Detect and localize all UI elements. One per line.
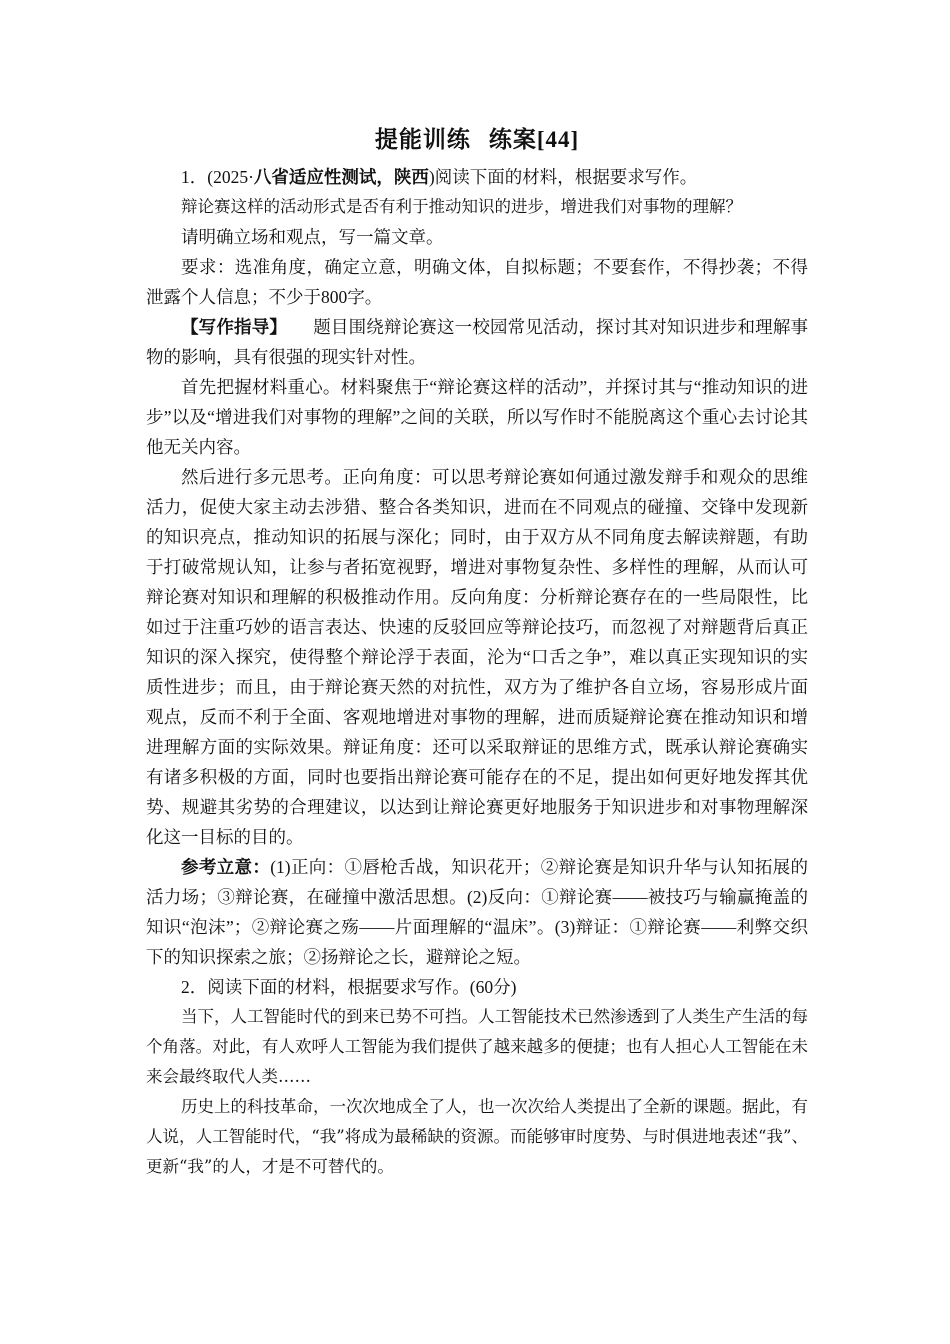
q2-prompt-text: 阅读下面的材料，根据要求写作。(60分) [207,977,517,997]
question-2 [146,972,808,1182]
q1-prompt-text: 阅读下面的材料，根据要求写作。 [434,167,698,187]
q1-source: 八省适应性测试，陕西 [253,167,429,187]
q1-source-open: (2025· [207,167,254,187]
guide-intro-text: 题目围绕辩论赛这一校园常见活动，探讨其对知识进步和理解事物的影响，具有很强的现实针对性。 [146,317,809,367]
reference-text: (1)正向：①唇枪舌战，知识花开；②辩论赛是知识升华与认知拓展的活力场；③辩论赛，在碰撞中激活思想。(2)反向：①辩论赛——被技巧与输赢掩盖的知识“泡沫”；②辩论赛之殇——片面理解的“温床”。(3)辩证：①辩论赛——利弊交织下的知识探索之旅；②扬辩论之长，避辩论之短。 [146,857,809,967]
page-title [146,120,808,160]
question-1 [146,162,808,972]
reference-label: 参考立意： [181,857,271,877]
document-page [146,120,808,1182]
q2-material-paragraph-2: 历史上的科技革命，一次次地成全了人，也一次次给人类提出了全新的课题。据此，有人说，人工智能时代，“我”将成为最稀缺的资源。而能够审时度势、与时俱进地表述“我”、更新“我”的人，才是不可替代的。 [146,1097,808,1176]
q1-prompt [146,162,808,192]
q1-instruction: 请明确立场和观点，写一篇文章。 [181,227,444,247]
q2-number: 2． [181,977,208,997]
q2-material-paragraph-1: 当下，人工智能时代的到来已势不可挡。人工智能技术已然渗透到了人类生产生活的每个角落。对此，有人欢呼人工智能为我们提供了越来越多的便捷；也有人担心人工智能在未来会最终取代人类…… [146,1007,808,1086]
q1-guide-paragraph-1: 首先把握材料重心。材料聚焦于“辩论赛这样的活动”，并探讨其与“推动知识的进步”以及“增进我们对事物的理解”之间的关联，所以写作时不能脱离这个重心去讨论其他无关内容。 [146,377,808,457]
q1-guide-intro [146,312,808,372]
q1-number: 1． [181,167,208,187]
q1-requirements: 要求：选准角度，确定立意，明确文体，自拟标题；不要套作，不得抄袭；不得泄露个人信息；不少于800字。 [146,257,808,307]
q1-reference [146,852,808,972]
title-sub: 练案[44] [488,127,580,152]
title-main: 提能训练 [374,127,471,152]
guide-label: 【写作指导】 [181,317,288,337]
q1-material: 辩论赛这样的活动形式是否有利于推动知识的进步，增进我们对事物的理解？ [181,197,742,216]
q1-guide-paragraph-2: 然后进行多元思考。正向角度：可以思考辩论赛如何通过激发辩手和观众的思维活力，促使大家主动去涉猎、整合各类知识，进而在不同观点的碰撞、交锋中发现新的知识亮点，推动知识的拓展与深化；同时，由于双方从不同角度去解读辩题，有助于打破常规认知，让参与者拓宽视野，增进对事物复杂性、多样性的理解，从而认可辩论赛对知识和理解的积极推动作用。反向角度：分析辩论赛存在的一些局限性，比如过于注重巧妙的语言表达、快速的反驳回应等辩论技巧，而忽视了对辩题背后真正知识的深入探究，使得整个辩论浮于表面，沦为“口舌之争”，难以真正实现知识的实质性进步；而且，由于辩论赛天然的对抗性，双方为了维护各自立场，容易形成片面观点，反而不利于全面、客观地增进对事物的理解，进而质疑辩论赛在推动知识和增进理解方面的实际效果。辩证角度：还可以采取辩证的思维方式，既承认辩论赛确实有诸多积极的方面，同时也要指出辩论赛可能存在的不足，提出如何更好地发挥其优势、规避其劣势的合理建议，以达到让辩论赛更好地服务于知识进步和对事物理解深化这一目标的目的。 [146,467,808,847]
q1-source-close: ) [428,167,435,187]
q2-prompt [146,972,808,1002]
